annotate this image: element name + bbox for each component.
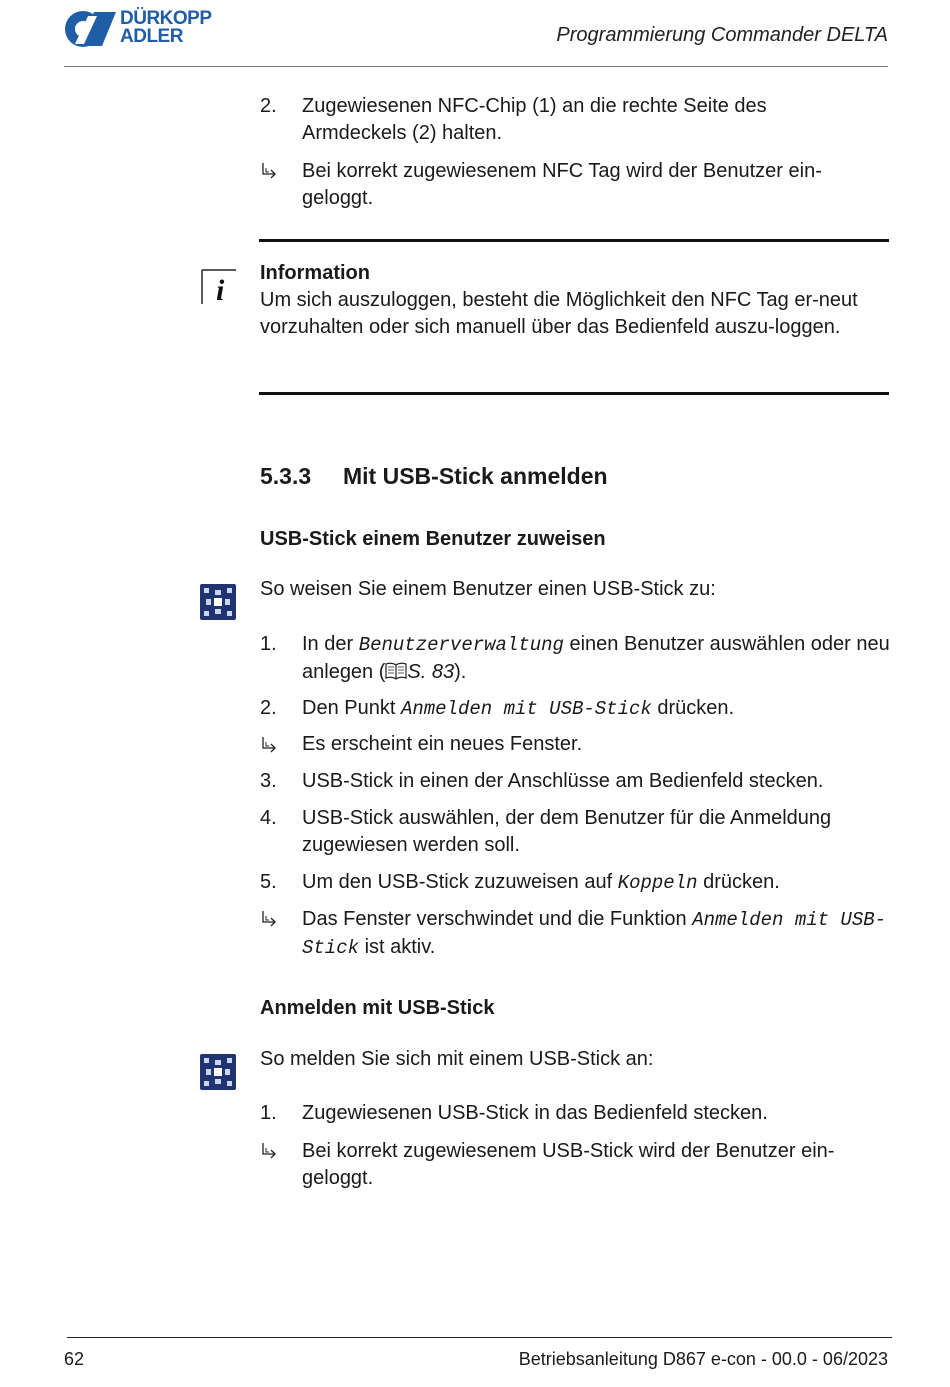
- result-arrow-icon: [261, 736, 279, 756]
- result-arrow-icon: [261, 162, 279, 182]
- step-text-part: drücken.: [697, 871, 780, 893]
- footer-divider: [67, 1337, 892, 1338]
- step-number: 5.: [260, 871, 277, 893]
- step-text: USB-Stick auswählen, der dem Benutzer für die Anmeldung zugewiesen werden soll.: [302, 807, 832, 856]
- step-text-part: Den Punkt: [302, 697, 401, 719]
- step-number: 1.: [260, 1102, 277, 1124]
- section-title: Mit USB-Stick anmelden: [343, 463, 608, 489]
- step-text-part: drücken.: [651, 697, 735, 719]
- section-heading: [260, 463, 608, 490]
- result-arrow-icon: [261, 910, 279, 930]
- control-panel-icon: [200, 584, 236, 620]
- header-divider: [64, 66, 888, 67]
- page-reference-link[interactable]: S. 83: [407, 661, 455, 683]
- step-text: USB-Stick in einen der Anschlüsse am Bedienfeld stecken.: [302, 770, 824, 792]
- step-text: Zugewiesenen NFC-Chip (1) an die rechte Seite des Armdeckels (2) halten.: [302, 95, 767, 144]
- information-icon: [200, 266, 238, 306]
- result-text: Bei korrekt zugewiesenem USB-Stick wird der Benutzer ein-geloggt.: [302, 1140, 835, 1189]
- logo-mark-icon: [64, 10, 116, 48]
- step-number: 4.: [260, 807, 277, 829]
- step-text-part: In der: [302, 633, 359, 655]
- info-top-rule: [259, 239, 889, 242]
- ui-term: Koppeln: [617, 872, 698, 894]
- section-number: 5.3.3: [260, 463, 312, 489]
- subsection-heading-assign: USB-Stick einem Benutzer zuweisen: [260, 528, 606, 550]
- book-reference-icon: [385, 662, 407, 680]
- logo-text: [120, 10, 212, 46]
- document-info: Betriebsanleitung D867 e-con - 00.0 - 06/2023: [518, 1349, 888, 1369]
- step-text-part: ist aktiv.: [359, 936, 436, 958]
- header-title: Programmierung Commander DELTA: [556, 24, 888, 46]
- step-number: 2.: [260, 697, 277, 719]
- step-number: 3.: [260, 770, 277, 792]
- result-arrow-icon: [261, 1142, 279, 1162]
- assign-intro: So weisen Sie einem Benutzer einen USB-Stick zu:: [260, 578, 716, 600]
- result-text: Bei korrekt zugewiesenem NFC Tag wird der Benutzer ein-geloggt.: [302, 160, 822, 209]
- svg-text:i: i: [216, 274, 225, 306]
- ui-term: Anmelden mit USB-Stick: [400, 698, 652, 720]
- step-text-part: Um den USB-Stick zuzuweisen auf: [302, 871, 618, 893]
- ui-term: Anmelden mit USB-Stick: [302, 909, 887, 959]
- page-number: 62: [64, 1349, 85, 1369]
- control-panel-icon: [200, 1054, 236, 1090]
- ui-term: Benutzerverwaltung: [358, 634, 564, 656]
- info-title: Information: [260, 262, 370, 284]
- step-text: [302, 869, 892, 897]
- result-text: [302, 906, 887, 962]
- step-text: Zugewiesenen USB-Stick in das Bedienfeld stecken.: [302, 1102, 768, 1124]
- step-number: 2.: [260, 95, 277, 117]
- info-bottom-rule: [259, 392, 889, 395]
- login-intro: So melden Sie sich mit einem USB-Stick an:: [260, 1048, 654, 1070]
- step-text-part: Das Fenster verschwindet und die Funktion: [302, 908, 693, 930]
- company-logo: [64, 10, 234, 50]
- info-body: Um sich auszuloggen, besteht die Möglichkeit den NFC Tag er-neut vorzuhalten oder sich manuell über das Bedienfeld auszu-loggen.: [260, 289, 858, 338]
- logo-line-1: DÜRKOPP: [120, 8, 212, 29]
- step-text: [302, 695, 892, 723]
- step-number: 1.: [260, 633, 277, 655]
- step-text: [302, 631, 892, 686]
- logo-line-2: ADLER: [120, 26, 183, 47]
- result-text: Es erscheint ein neues Fenster.: [302, 733, 583, 755]
- subsection-heading-login: Anmelden mit USB-Stick: [260, 997, 495, 1019]
- step-text-part: ).: [454, 661, 467, 683]
- step-text-part: einen Benutzer auswählen oder neu anlegen (: [302, 633, 890, 683]
